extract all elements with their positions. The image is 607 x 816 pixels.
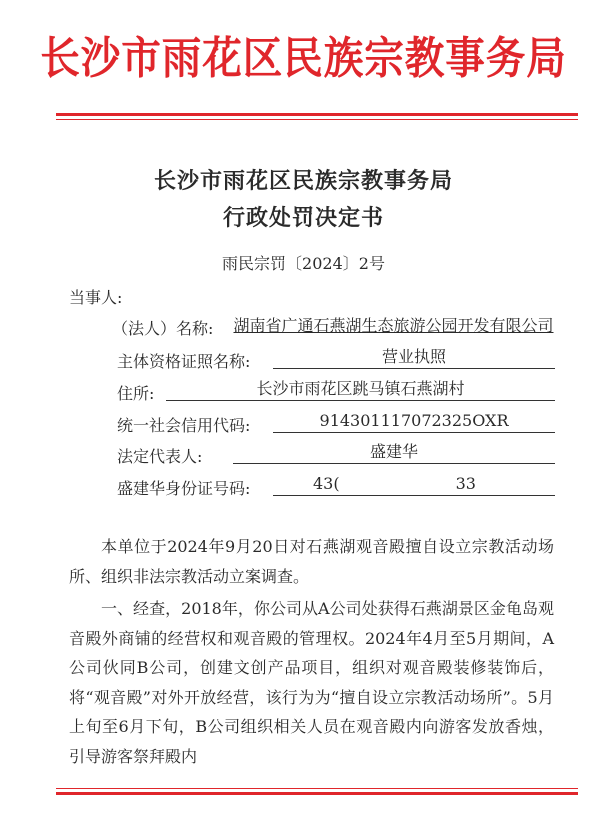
field-label-name: （法人）名称: (112, 319, 214, 338)
footer-rule-thin (56, 788, 578, 789)
field-label-address: 住所: (117, 384, 155, 403)
field-value-license: 营业执照 (273, 346, 555, 369)
field-value-credit-code: 914301117072325OXR (273, 410, 555, 433)
document-title-line2: 行政处罚决定书 (222, 205, 384, 231)
id-number-redaction (340, 475, 456, 495)
field-label-id-number: 盛建华身份证号码: (117, 479, 251, 498)
field-value-address: 长沙市雨花区跳马镇石燕湖村 (166, 378, 555, 401)
footer-rule-thick (56, 792, 578, 795)
letterhead-rule-thin (56, 119, 578, 120)
document-number: 雨民宗罚〔2024〕2号 (222, 254, 385, 273)
body-paragraph-finding-1: 一、经查，2018年，你公司从A公司处获得石燕湖景区金龟岛观音殿外商铺的经营权和观音殿的管理权。2024年4月至5月期间，A公司伙同B公司，创建文创产品项目，组织对观音殿装修装饰后，将“观音殿”对外开放经营，该行为为“擅自设立宗教活动场所”。5月上旬至6月下旬，B公司组织相关人员在观音殿内向游客发放香烛，引导游客祭拜殿内 (69, 599, 554, 766)
id-number-start: 43( (313, 474, 340, 493)
field-value-name: 湖南省广通石燕湖生态旅游公园开发有限公司 (233, 316, 554, 335)
field-label-legal-rep: 法定代表人: (117, 447, 203, 466)
body-paragraph-intro: 本单位于2024年9月20日对石燕湖观音殿擅自设立宗教活动场所、组织非法宗教活动立案调查。 (69, 537, 554, 586)
letterhead-rule-thick (56, 113, 578, 116)
field-value-id-number (273, 473, 555, 496)
document-title-line1: 长沙市雨花区民族宗教事务局 (153, 168, 453, 194)
field-label-credit-code: 统一社会信用代码: (117, 416, 251, 435)
id-number-end: 33 (455, 474, 476, 493)
field-value-legal-rep: 盛建华 (233, 441, 555, 464)
party-label: 当事人: (69, 288, 123, 307)
field-label-license: 主体资格证照名称: (117, 352, 251, 371)
letterhead-title: 长沙市雨花区民族宗教事务局 (40, 33, 567, 84)
